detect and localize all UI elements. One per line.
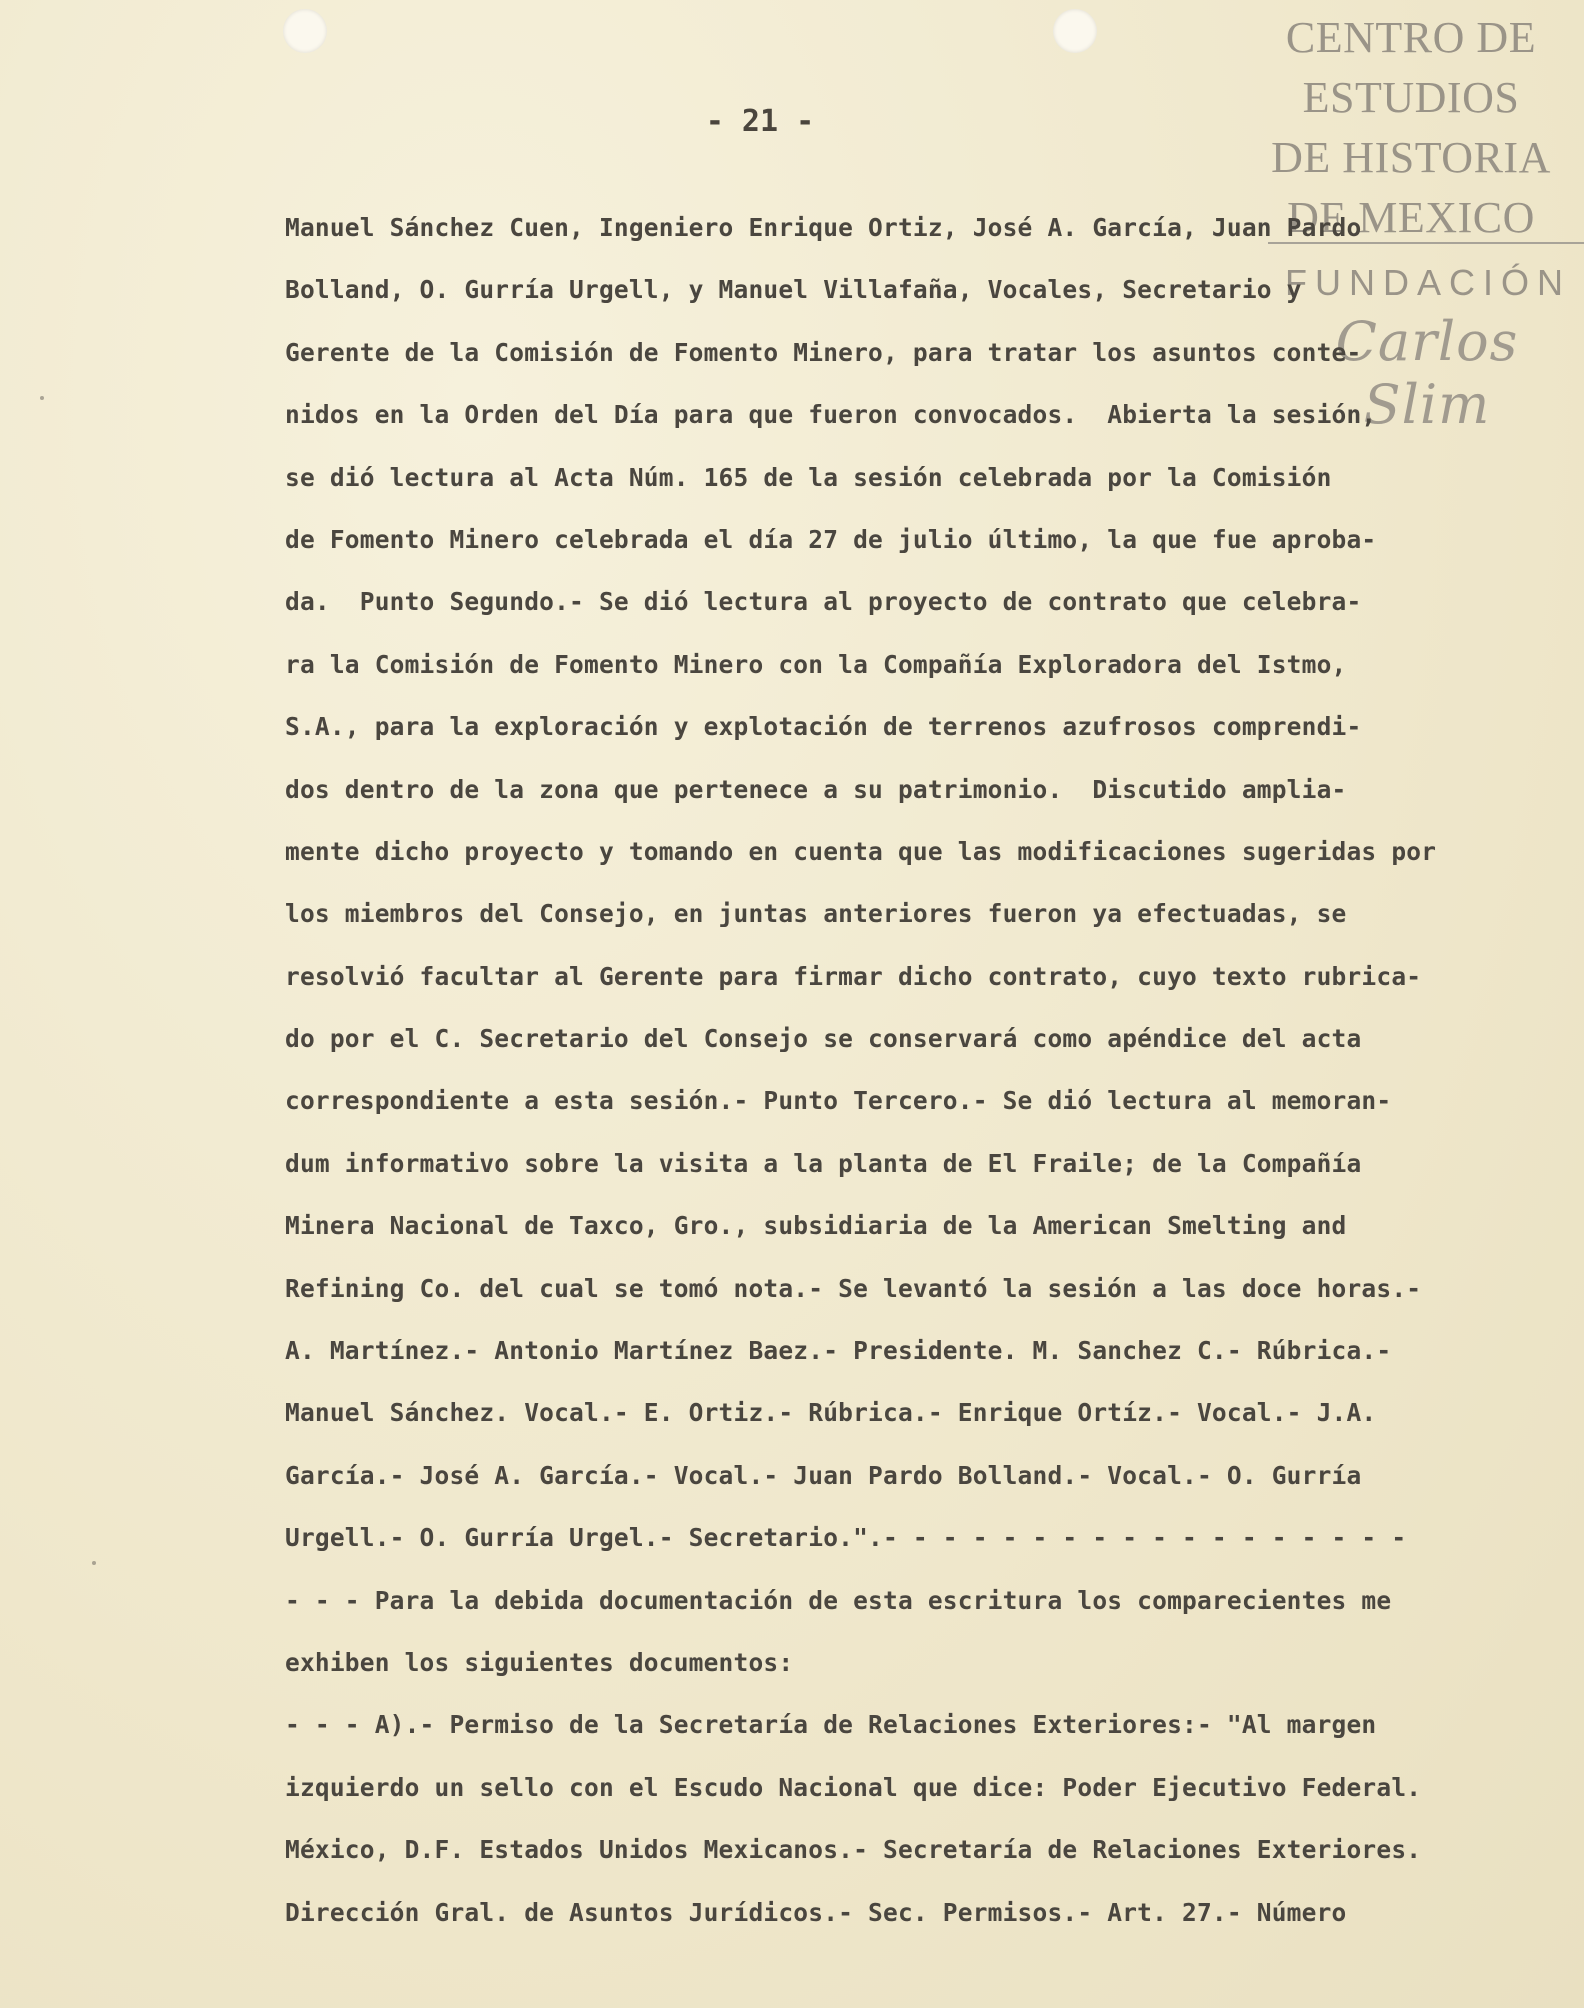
text-line: los miembros del Consejo, en juntas anteriores fueron ya efectuadas, se [285, 899, 1347, 929]
punch-hole [1053, 9, 1097, 53]
watermark-line: DE HISTORIA [1271, 133, 1551, 182]
text-line: García.- José A. García.- Vocal.- Juan Pardo Bolland.- Vocal.- O. Gurría [285, 1460, 1362, 1490]
text-line: Urgell.- O. Gurría Urgel.- Secretario.".- - - - - - - - - - - - - - - - - - [285, 1523, 1407, 1553]
text-line: Dirección Gral. de Asuntos Jurídicos.- Sec. Permisos.- Art. 27.- Número [285, 1897, 1347, 1927]
text-line: de Fomento Minero celebrada el día 27 de julio último, la que fue aproba- [285, 524, 1377, 554]
text-line: resolvió facultar al Gerente para firmar dicho contrato, cuyo texto rubrica- [285, 961, 1422, 991]
text-line: Refining Co. del cual se tomó nota.- Se levantó la sesión a las doce horas.- [285, 1273, 1422, 1303]
text-line: México, D.F. Estados Unidos Mexicanos.- Secretaría de Relaciones Exteriores. [285, 1835, 1422, 1865]
text-line: Minera Nacional de Taxco, Gro., subsidiaria de la American Smelting and [285, 1211, 1347, 1241]
text-line: Bolland, O. Gurría Urgell, y Manuel Villafaña, Vocales, Secretario y [285, 275, 1302, 305]
text-line: mente dicho proyecto y tomando en cuenta que las modificaciones sugeridas por [285, 836, 1437, 866]
typed-text-body [285, 197, 1525, 1944]
text-line: Gerente de la Comisión de Fomento Minero, para tratar los asuntos conte- [285, 337, 1362, 367]
text-line: S.A., para la exploración y explotación de terrenos azufrosos comprendi- [285, 712, 1362, 742]
page-number: - 21 - [705, 104, 815, 139]
text-line: do por el C. Secretario del Consejo se conservará como apéndice del acta [285, 1024, 1362, 1054]
signature-logo: Carlos Slim [1335, 310, 1519, 436]
text-line: exhiben los siguientes documentos: [285, 1647, 794, 1677]
text-line: - - - Para la debida documentación de esta escritura los comparecientes me [285, 1585, 1392, 1615]
watermark-line: CENTRO DE [1285, 13, 1537, 62]
punch-hole [283, 9, 327, 53]
text-line: Manuel Sánchez Cuen, Ingeniero Enrique Ortiz, José A. García, Juan Pardo [285, 213, 1362, 242]
paper-speck [92, 1561, 96, 1565]
text-line: da. Punto Segundo.- Se dió lectura al proyecto de contrato que celebra- [285, 587, 1362, 617]
text-line: ra la Comisión de Fomento Minero con la Compañía Exploradora del Istmo, [285, 649, 1347, 679]
text-line: Manuel Sánchez. Vocal.- E. Ortiz.- Rúbrica.- Enrique Ortíz.- Vocal.- J.A. [285, 1398, 1377, 1428]
text-line: A. Martínez.- Antonio Martínez Baez.- Presidente. M. Sanchez C.- Rúbrica.- [285, 1336, 1392, 1366]
text-line: izquierdo un sello con el Escudo Nacional que dice: Poder Ejecutivo Federal. [285, 1772, 1422, 1802]
watermark-line: DE MEXICO [1287, 193, 1535, 242]
text-line: - - - A).- Permiso de la Secretaría de Relaciones Exteriores:- "Al margen [285, 1710, 1377, 1740]
text-line: nidos en la Orden del Día para que fueron convocados. Abierta la sesión, [285, 400, 1377, 430]
foundation-word: FUNDACIÓN [1285, 262, 1571, 303]
paper-speck [40, 396, 44, 400]
text-line: dos dentro de la zona que pertenece a su patrimonio. Discutido amplia- [285, 774, 1347, 804]
text-line: correspondiente a esta sesión.- Punto Tercero.- Se dió lectura al memoran- [285, 1086, 1392, 1116]
text-line: se dió lectura al Acta Núm. 165 de la sesión celebrada por la Comisión [285, 462, 1332, 492]
text-line: dum informativo sobre la visita a la planta de El Fraile; de la Compañía [285, 1148, 1362, 1178]
watermark-line: ESTUDIOS [1302, 73, 1520, 122]
